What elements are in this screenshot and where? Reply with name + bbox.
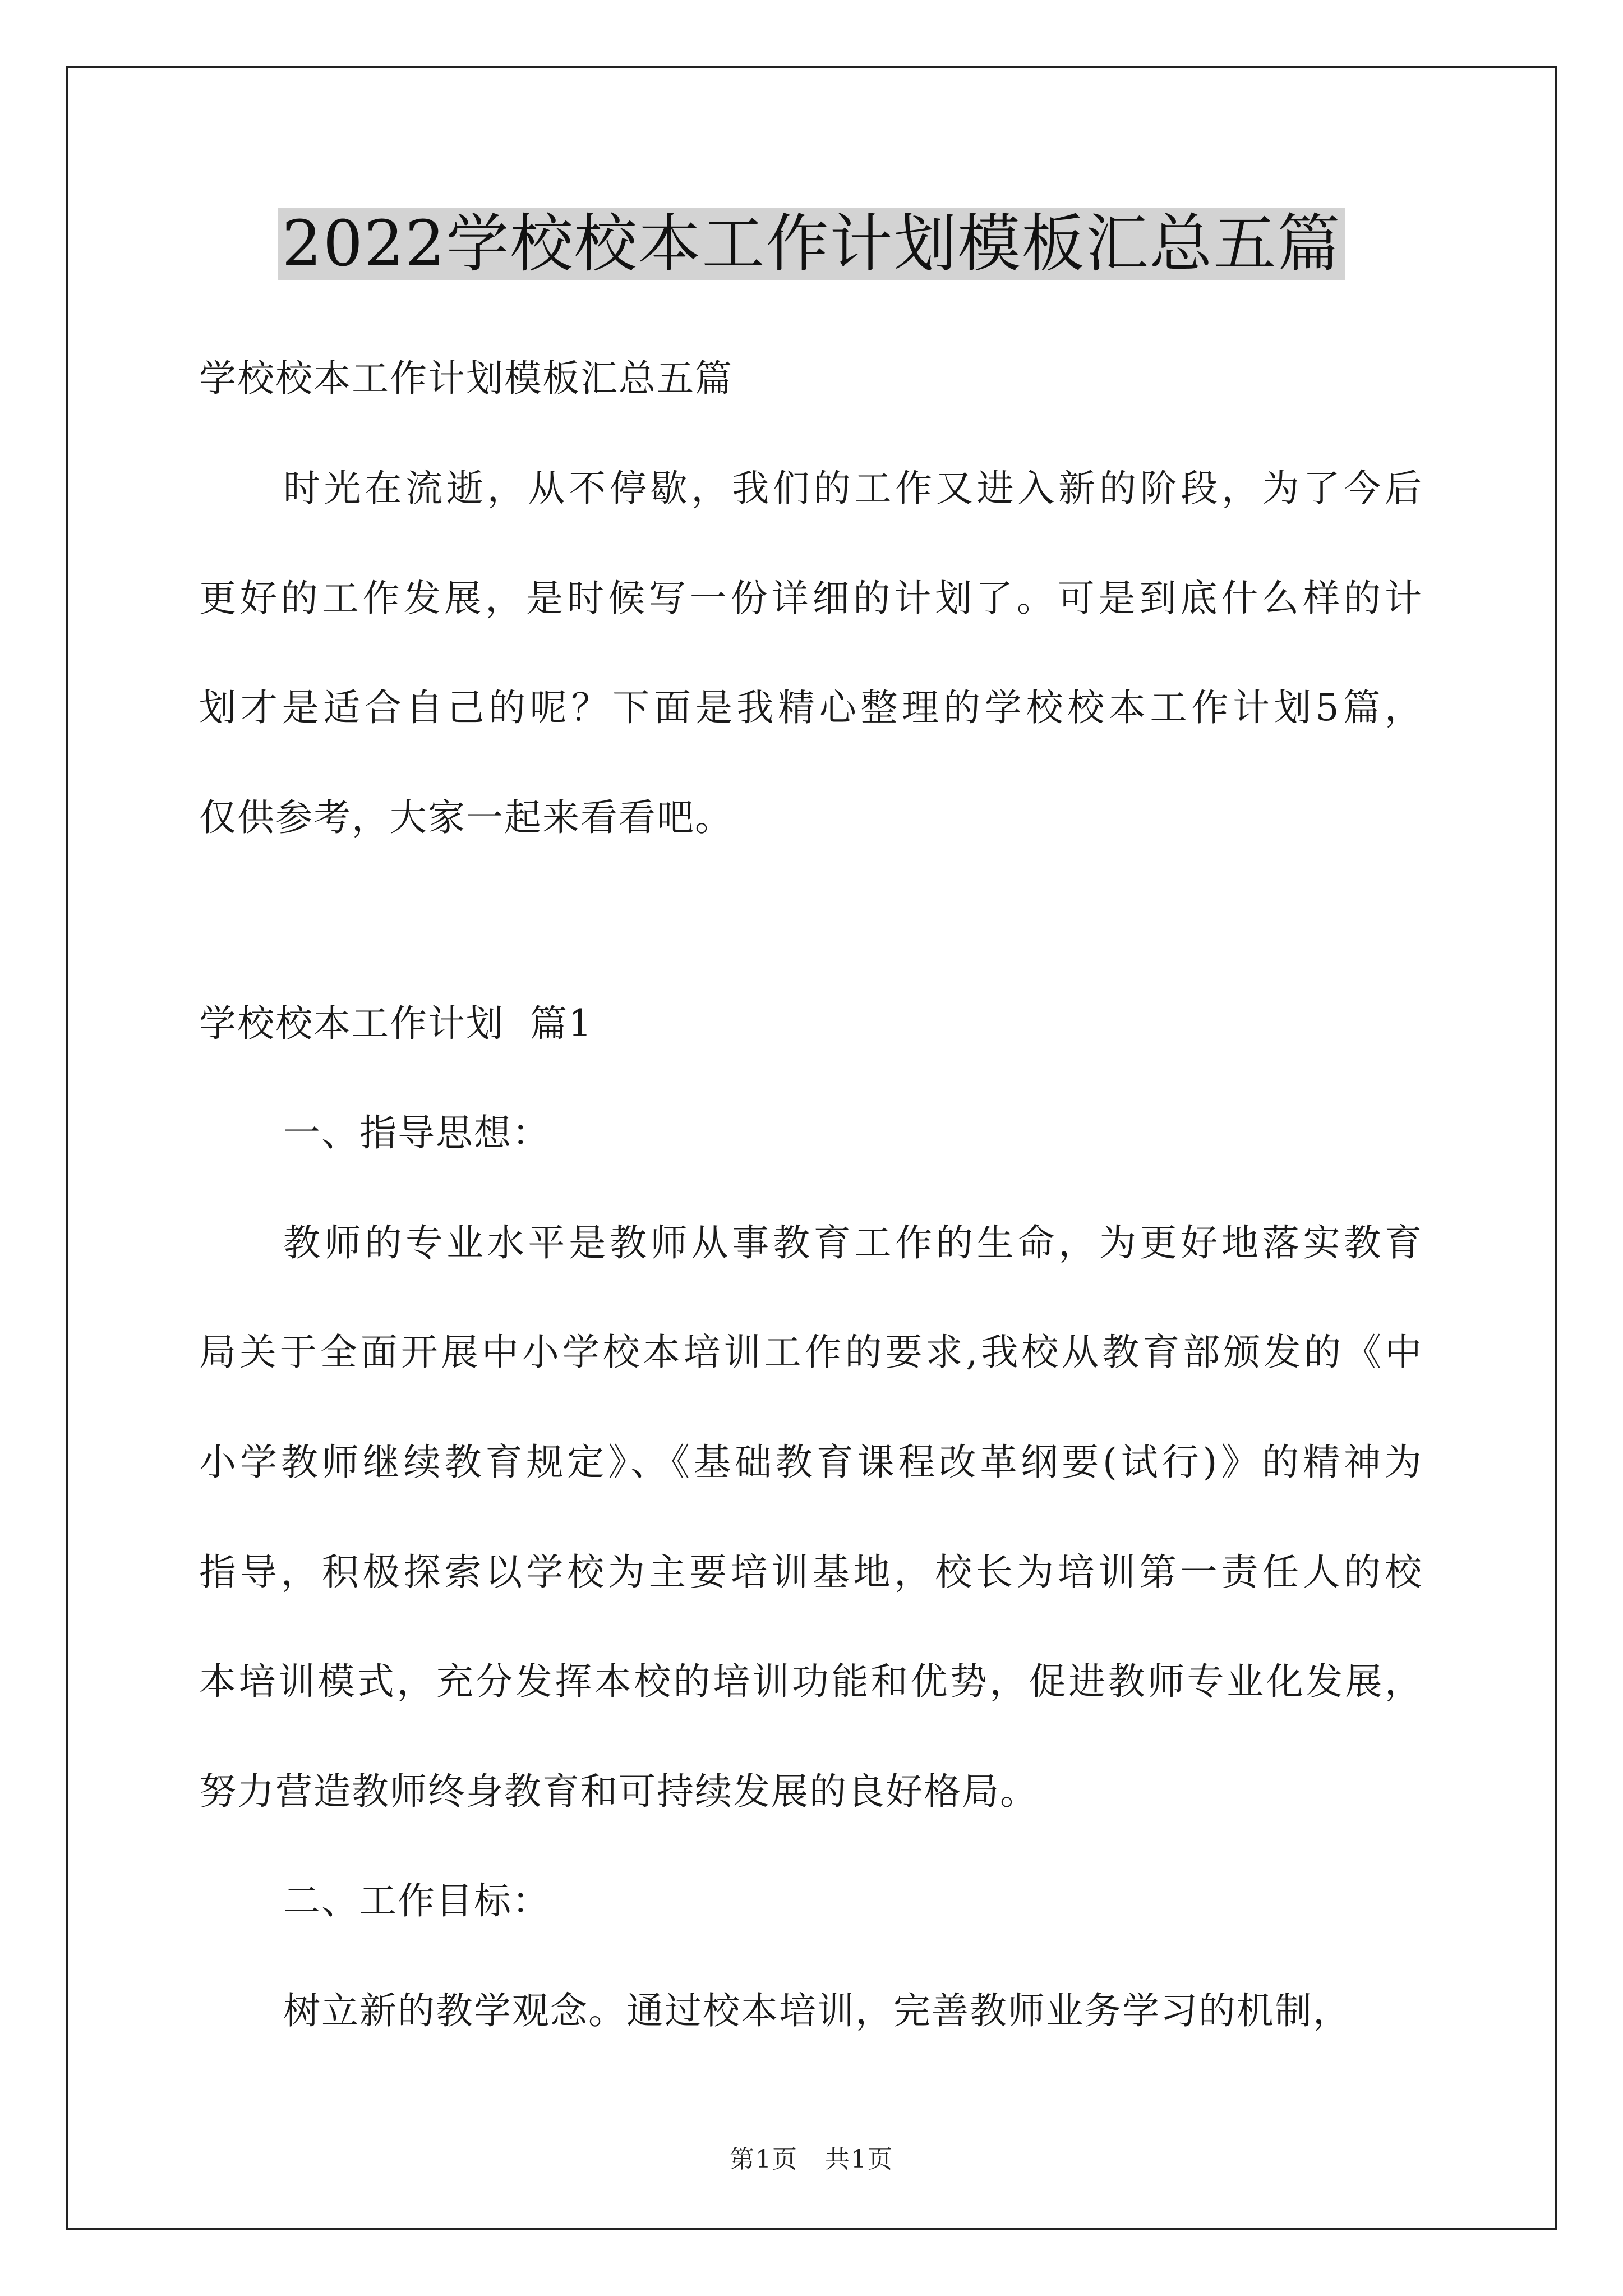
part-heading: 二、工作目标： bbox=[283, 1879, 550, 1922]
document-title bbox=[0, 202, 1623, 286]
document-subtitle: 学校校本工作计划模板汇总五篇 bbox=[199, 357, 733, 400]
document-title-text: 2022学校校本工作计划模板汇总五篇 bbox=[278, 208, 1344, 280]
body-line: 努力营造教师终身教育和可持续发展的良好格局。 bbox=[199, 1770, 1038, 1813]
body-line: 树立新的教学观念。通过校本培训，完善教师业务学习的机制， bbox=[283, 1989, 1351, 2032]
body-line: 本培训模式，充分发挥本校的培训功能和优势，促进教师专业化发展， bbox=[199, 1660, 1423, 1703]
section-heading: 学校校本工作计划 篇1 bbox=[199, 1002, 593, 1045]
page-number: 第1页 共1页 bbox=[730, 2145, 893, 2174]
intro-line: 仅供参考，大家一起来看看吧。 bbox=[199, 796, 733, 839]
body-line: 指导，积极探索以学校为主要培训基地，校长为培训第一责任人的校 bbox=[199, 1550, 1423, 1594]
body-line: 局关于全面开展中小学校本培训工作的要求,我校从教育部颁发的《中 bbox=[199, 1331, 1423, 1374]
intro-line: 划才是适合自己的呢？下面是我精心整理的学校校本工作计划5篇， bbox=[199, 686, 1423, 729]
body-line: 教师的专业水平是教师从事教育工作的生命，为更好地落实教育 bbox=[283, 1221, 1423, 1264]
intro-line: 时光在流逝，从不停歇，我们的工作又进入新的阶段，为了今后 bbox=[283, 467, 1423, 510]
body-line: 小学教师继续教育规定》、《基础教育课程改革纲要(试行)》的精神为 bbox=[199, 1441, 1423, 1484]
intro-line: 更好的工作发展，是时候写一份详细的计划了。可是到底什么样的计 bbox=[199, 577, 1423, 620]
part-heading: 一、指导思想： bbox=[283, 1111, 550, 1154]
